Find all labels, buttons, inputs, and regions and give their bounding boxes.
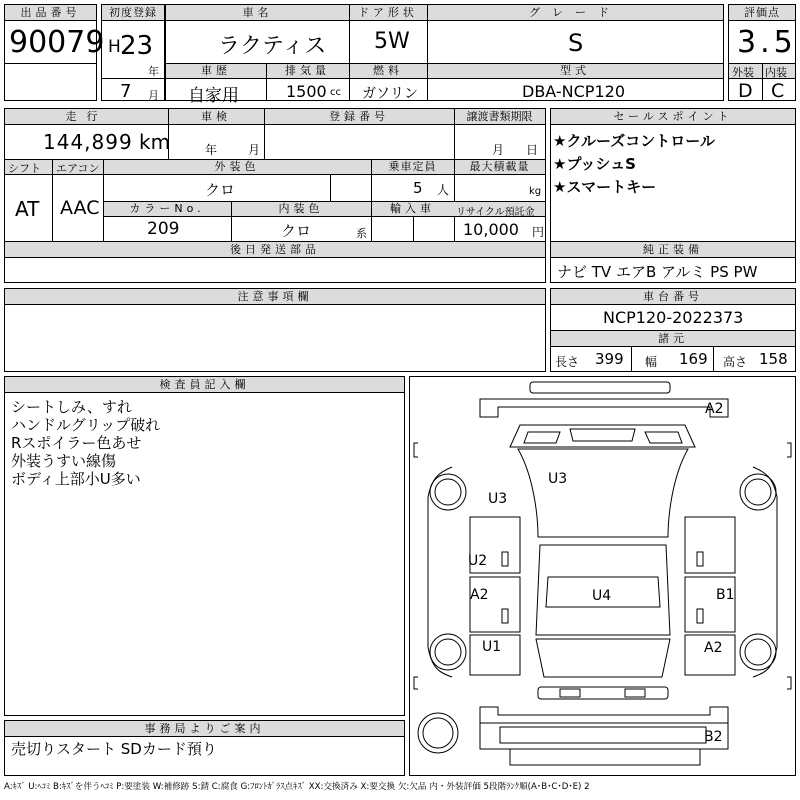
- model-code-value: DBA-NCP120: [522, 82, 625, 101]
- ext-color-label: 外装色: [214, 160, 260, 173]
- reg-no-label: 登録番号: [329, 110, 389, 123]
- inspection-month-unit: 月: [248, 143, 261, 157]
- transfer-label: 譲渡書類期限: [466, 110, 533, 123]
- width-value: 169: [679, 350, 708, 368]
- recycle-value: 10,000: [463, 220, 519, 239]
- mileage-value: 144,899: [43, 130, 133, 154]
- fuel-value: ガソリン: [362, 86, 418, 102]
- later-parts-box: [4, 241, 546, 283]
- mark-u2-left: U2: [468, 553, 488, 569]
- displacement-unit: cc: [330, 87, 341, 98]
- height-label: 高さ: [723, 355, 748, 369]
- fuel-label: 燃料: [373, 64, 403, 77]
- car-name-label: 車名: [242, 6, 273, 19]
- specs-label: 諸元: [551, 331, 795, 347]
- sales-point-1: ★クルーズコントロール: [553, 132, 715, 150]
- model-code-label: 型式: [560, 64, 590, 77]
- grade-value: S: [568, 29, 584, 57]
- exterior-grade: D: [738, 80, 753, 102]
- vehicle-detail-table: [4, 108, 546, 242]
- car-name-value: ラクティス: [218, 34, 327, 59]
- car-info-block: [165, 4, 724, 106]
- chassis-label: 車台番号: [551, 289, 795, 305]
- year-unit: 年: [148, 65, 159, 78]
- inspection-label: 車検: [201, 110, 231, 123]
- notes-box: [4, 288, 546, 372]
- height-value: 158: [759, 350, 788, 368]
- car-outline-drawing: [410, 377, 795, 775]
- history-label: 車歴: [201, 64, 231, 77]
- lot-number-box: [4, 4, 105, 101]
- displacement-label: 排気量: [285, 64, 330, 77]
- length-label: 長さ: [555, 355, 580, 369]
- sales-point-3: ★スマートキー: [553, 178, 657, 196]
- history-value: 自家用: [188, 86, 239, 106]
- capacity-value: 5: [413, 179, 423, 197]
- first-registration-box: [101, 4, 165, 101]
- mark-u4-roof: U4: [592, 588, 612, 604]
- office-label: 事務局よりご案内: [5, 721, 404, 737]
- interior-label: 内装: [765, 66, 787, 79]
- door-value: 5W: [374, 29, 410, 54]
- equipment-box: [550, 241, 796, 283]
- inspector-note-3: Rスポイラー色あせ: [11, 434, 142, 452]
- inspector-note-4: 外装うすい線傷: [11, 452, 117, 470]
- mark-b1-right: B1: [716, 587, 735, 603]
- max-load-label: 最大積載量: [469, 160, 530, 173]
- inspector-note-1: シートしみ、すれ: [11, 398, 132, 416]
- recycle-label: リサイクル預託金: [456, 207, 535, 218]
- mileage-label: 走行: [65, 110, 108, 123]
- lot-number-label: 出品番号: [5, 5, 96, 21]
- capacity-unit: 人: [437, 183, 450, 197]
- sales-point-2: ★プッシュS: [553, 155, 636, 173]
- lot-number-value: 90079: [9, 25, 105, 60]
- transfer-month-unit: 月: [492, 143, 505, 157]
- notes-label: 注意事項欄: [5, 289, 545, 305]
- era-letter: H: [108, 37, 121, 57]
- shift-value: AT: [15, 197, 40, 221]
- mark-a2-top: A2: [705, 401, 724, 417]
- legend-text: A:ｷｽﾞ U:ﾍｺﾐ B:ｷｽﾞを伴うﾍｺﾐ P:要塗装 W:補修跡 S:錆 C:腐食 G:ﾌﾛﾝﾄｶﾞﾗｽ点ｷｽﾞ XX:交換済み X:要交換 欠:欠品 内・外装評価 5段階ﾗﾝｸ順(A･B･C･D･E) 2: [4, 782, 590, 792]
- month-unit: 月: [148, 89, 159, 102]
- mark-a2-left: A2: [470, 587, 489, 603]
- load-unit: kg: [529, 186, 542, 197]
- inspector-note-2: ハンドルグリップ破れ: [11, 416, 161, 434]
- aircon-value: AAC: [60, 197, 100, 219]
- ext-color-value: クロ: [205, 181, 236, 199]
- score-box: [728, 4, 796, 101]
- shift-label: シフト: [8, 162, 41, 175]
- equipment-label: 純正装備: [551, 242, 795, 258]
- equipment-value: ナビ TV エアB アルミ PS PW: [557, 263, 758, 281]
- recycle-unit: 円: [532, 225, 545, 239]
- import-label: 輸入車: [390, 202, 435, 215]
- office-note: 売切りスタート SDカード預り: [11, 740, 217, 758]
- chassis-number: NCP120-2022373: [603, 308, 744, 327]
- aircon-label: エアコン: [56, 162, 100, 175]
- mark-b2-bottom: B2: [704, 729, 723, 745]
- mark-u1-left: U1: [482, 639, 502, 655]
- inspector-note-5: ボディ上部小U多い: [11, 470, 141, 488]
- interior-grade: C: [771, 80, 785, 102]
- mileage-unit: km: [139, 130, 171, 154]
- chassis-box: [550, 288, 796, 372]
- mark-u3-left: U3: [488, 491, 508, 507]
- length-value: 399: [595, 350, 624, 368]
- sales-points-box: [550, 108, 796, 242]
- transfer-day-unit: 日: [526, 143, 539, 157]
- office-box: [4, 720, 405, 776]
- capacity-label: 乗車定員: [388, 160, 437, 173]
- car-diagram: [409, 376, 796, 776]
- int-color-unit: 系: [356, 227, 367, 240]
- registration-month: 7: [120, 81, 132, 102]
- width-label: 幅: [645, 355, 658, 369]
- registration-year: 23: [120, 31, 154, 61]
- displacement-value: 1500: [286, 82, 327, 101]
- color-no-value: 209: [147, 219, 180, 239]
- sales-points-label: セールスポイント: [551, 109, 795, 125]
- color-no-label: カラーNo.: [129, 202, 205, 215]
- inspector-box: [4, 376, 405, 716]
- score-label: 評価点: [729, 5, 795, 21]
- later-parts-label: 後日発送部品: [5, 242, 545, 258]
- mark-u3-top: U3: [548, 471, 568, 487]
- inspection-year-unit: 年: [205, 143, 218, 157]
- mark-a2-right: A2: [704, 640, 723, 656]
- inspector-label: 検査員記入欄: [5, 377, 404, 393]
- first-registration-label: 初度登録: [102, 5, 164, 21]
- int-color-label: 内装色: [278, 202, 324, 215]
- exterior-label: 外装: [732, 66, 754, 79]
- door-label: ドア形状: [358, 6, 418, 19]
- score-value: 3.5: [737, 25, 797, 60]
- int-color-value: クロ: [281, 222, 312, 240]
- grade-label: グレード: [529, 6, 621, 19]
